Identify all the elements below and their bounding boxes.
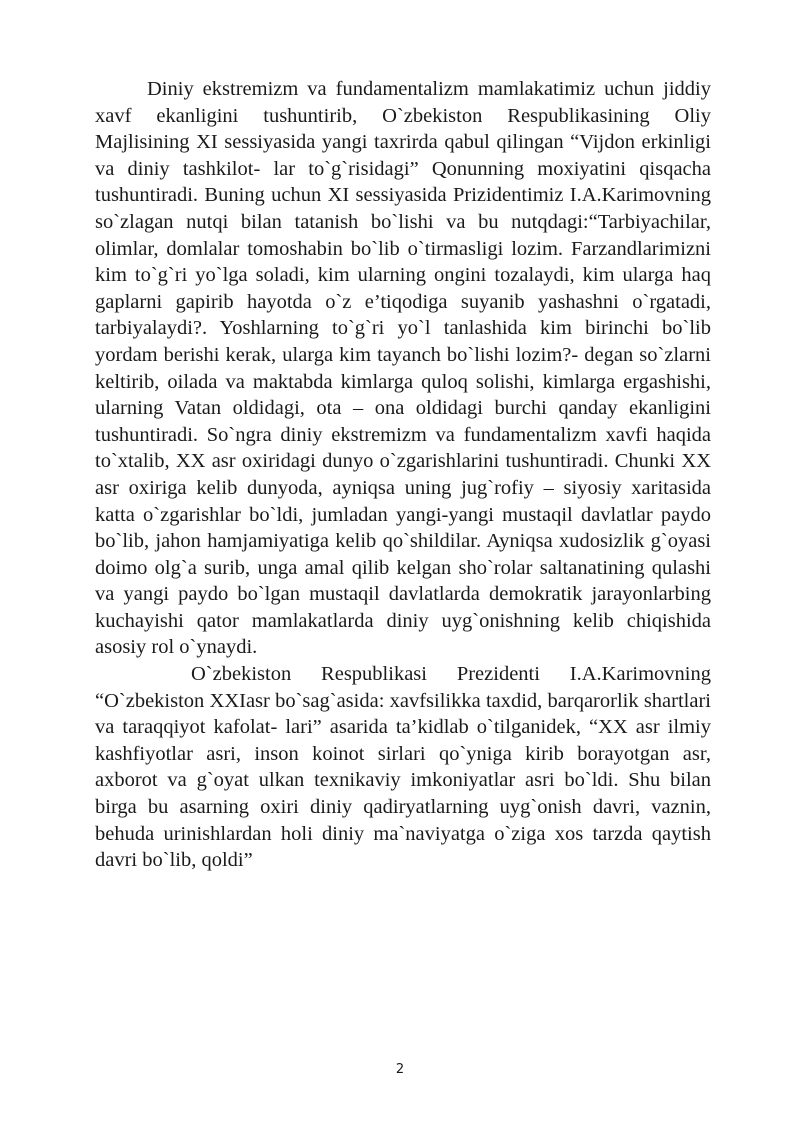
- body-text: [95, 76, 711, 874]
- page-number: 2: [395, 1062, 405, 1077]
- paragraph-1: Diniy ekstremizm va fundamentalizm mamlakatimiz uchun jiddiy xavf ekanligini tushuntirib, O`zbekiston Respublikasining Oliy Majlisining XI sessiyasida yangi taxrirda qabul qilingan “Vijdon erkinligi va diniy tashkilot- lar to`g`risidagi” Qonunning moxiyatini qisqacha tushuntiradi. Buning uchun XI sessiyasida Prizidentimiz I.A.Karimovning so`zlagan nutqi bilan tatanish bo`lishi va bu nutqdagi:“Tarbiyachilar, olimlar, domlalar tomoshabin bo`lib o`tirmasligi lozim. Farzandlarimizni kim to`g`ri yo`lga soladi, kim ularning ongini tozalaydi, kim ularga haq gaplarni gapirib hayotda o`z e’tiqodiga suyanib yashashni o`rgatadi, tarbiyalaydi?. Yoshlarning to`g`ri yo`l tanlashida kim birinchi bo`lib yordam berishi kerak, ularga kim tayanch bo`lishi lozim?- degan so`zlarni keltirib, oilada va maktabda kimlarga quloq solishi, kimlarga ergashishi, ularning Vatan oldidagi, ota – ona oldidagi burchi qanday ekanligini tushuntiradi. So`ngra diniy ekstremizm va fundamentalizm xavfi haqida to`xtalib, XX asr oxiridagi dunyo o`zgarishlarini tushuntiradi. Chunki XX asr oxiriga kelib dunyoda, ayniqsa uning jug`rofiy – siyosiy xaritasida katta o`zgarishlar bo`ldi, jumladan yangi-yangi mustaqil davlatlar paydo bo`lib, jahon hamjamiyatiga kelib qo`shildilar. Ayniqsa xudosizlik g`oyasi doimo olg`a surib, unga amal qilib kelgan sho`rolar saltanatining qulashi va yangi paydo bo`lgan mustaqil davlatlarda demokratik jarayonlarbing kuchayishi qator mamlakatlarda diniy uyg`onishning kelib chiqishida asosiy rol o`ynaydi.: [95, 78, 711, 659]
- paragraph-2: O`zbekiston Respublikasi Prezidenti I.A.Karimovning “O`zbekiston XXIasr bo`sag`asida: xavfsilikka taxdid, barqarorlik shartlari va taraqqiyot kafolat- lari” asarida ta’kidlab o`tilganidek, “XX asr ilmiy kashfiyotlar asri, inson koinot sirlari qo`yniga kirib borayotgan asr, axborot va g`oyat ulkan texnikaviy imkoniyatlar asri bo`ldi. Shu bilan birga bu asarning oxiri diniy qadiryatlarning uyg`onish davri, vaznin, behuda urinishlardan holi diniy ma`naviyatga o`ziga xos tarzda qaytish davri bo`lib, qoldi”: [95, 663, 711, 872]
